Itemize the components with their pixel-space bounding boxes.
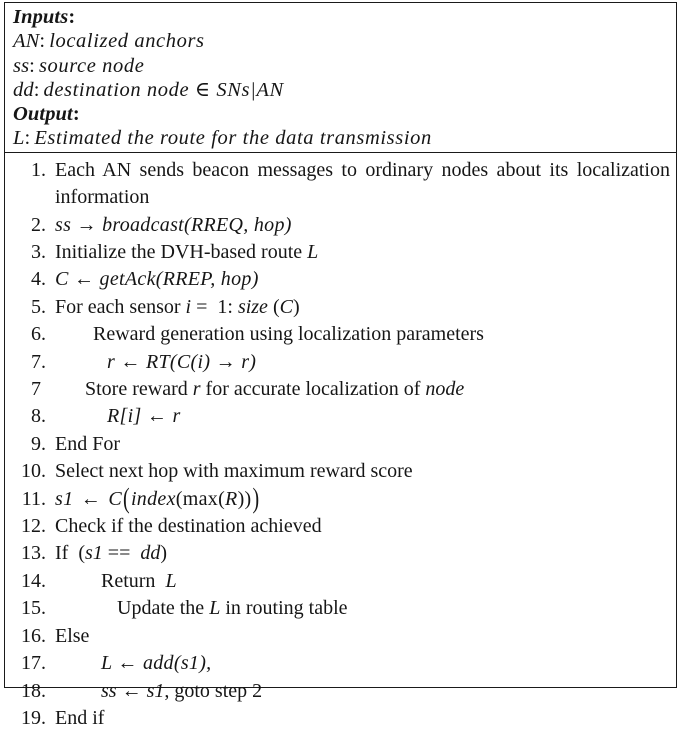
input-an-desc: localized anchors bbox=[49, 30, 205, 53]
step-row bbox=[11, 212, 670, 239]
step-number: 7. bbox=[31, 350, 46, 373]
inputs-label: Inputs bbox=[13, 6, 69, 28]
step-text: Store reward r for accurate localization of node bbox=[85, 378, 465, 401]
variable-ss: ss bbox=[101, 679, 117, 702]
paren-open: ( bbox=[78, 542, 85, 565]
step-row bbox=[11, 482, 670, 515]
step-row bbox=[11, 157, 670, 212]
step-number: 17. bbox=[21, 652, 46, 675]
step-number: 16. bbox=[21, 624, 46, 647]
reward-array-r: R bbox=[225, 487, 238, 510]
step-row bbox=[11, 376, 670, 403]
step-number: 11. bbox=[21, 487, 46, 510]
input-dd-desc: destination node bbox=[43, 78, 190, 101]
equality-operator: == bbox=[107, 542, 131, 565]
step-text: C ← getAck(RREP, hop) bbox=[55, 268, 259, 291]
loop-start: 1 bbox=[217, 295, 228, 318]
algorithm-steps bbox=[5, 153, 676, 734]
step-text: For each sensor i = 1: size (C) bbox=[55, 295, 300, 318]
input-ss-var: ss bbox=[13, 54, 30, 77]
loop-bound: ( bbox=[272, 295, 280, 318]
step-row bbox=[11, 431, 670, 458]
loop-variable: i bbox=[185, 295, 192, 318]
step-number: 5. bbox=[31, 295, 46, 318]
input-dd-set-expression: ∈ SNs|AN bbox=[189, 78, 284, 101]
step-number: 6. bbox=[31, 323, 46, 346]
index-function: index bbox=[130, 487, 176, 510]
input-an-var: AN bbox=[13, 30, 40, 53]
step-row bbox=[11, 678, 670, 705]
algorithm-box bbox=[4, 2, 677, 729]
step-number: 1. bbox=[31, 158, 46, 181]
step-number: 15. bbox=[21, 597, 46, 620]
paren-close: ) bbox=[160, 542, 168, 565]
step-text: L ← add(s1), bbox=[101, 652, 212, 675]
variable-l: L bbox=[307, 241, 319, 263]
inputs-heading bbox=[13, 5, 676, 29]
step-number: 4. bbox=[31, 268, 46, 291]
input-an-sep: : bbox=[39, 30, 46, 53]
assign-arrow-icon: ← bbox=[80, 487, 102, 510]
input-an bbox=[13, 29, 676, 53]
input-ss bbox=[13, 54, 676, 78]
step-text: Initialize the DVH-based route L bbox=[55, 241, 319, 263]
step-text: Select next hop with maximum reward score bbox=[55, 460, 413, 483]
step-number: 8. bbox=[31, 405, 46, 428]
step-text bbox=[55, 482, 670, 515]
variable-dd: dd bbox=[140, 542, 161, 565]
variable-s1: s1 bbox=[85, 542, 103, 565]
step-text: Update the L in routing table bbox=[117, 597, 348, 620]
step-row bbox=[11, 540, 670, 567]
paren-close: ) bbox=[244, 487, 252, 510]
max-function: max bbox=[182, 487, 219, 510]
variable-s1: s1 bbox=[55, 487, 74, 510]
step-number: 13. bbox=[21, 542, 46, 565]
assign-arrow-icon: ← bbox=[121, 679, 142, 702]
step-text: Else bbox=[55, 624, 90, 647]
step-row bbox=[11, 568, 670, 595]
paren-close: ) bbox=[292, 295, 300, 318]
paren-close-inner: ) bbox=[237, 487, 245, 510]
step-number: 14. bbox=[21, 569, 46, 592]
step-text: Reward generation using localization parameters bbox=[93, 323, 484, 346]
step-text: If (s1 == dd) bbox=[55, 542, 168, 565]
step-row bbox=[11, 239, 670, 266]
big-paren-open: ( bbox=[122, 482, 130, 515]
output-l-var: L bbox=[13, 127, 25, 150]
step-row bbox=[11, 321, 670, 348]
output-l-sep: : bbox=[24, 127, 31, 150]
variable-node: node bbox=[425, 378, 465, 401]
input-dd bbox=[13, 78, 676, 102]
set-c: C bbox=[279, 295, 293, 318]
variable-l: L bbox=[209, 597, 221, 620]
step-number: 3. bbox=[31, 241, 46, 263]
output-l-desc: Estimated the route for the data transmission bbox=[34, 127, 432, 150]
big-paren-close: ) bbox=[252, 482, 260, 515]
step-number: 12. bbox=[21, 515, 46, 538]
step-text: End if bbox=[55, 706, 105, 729]
step-number: 2. bbox=[31, 213, 46, 236]
step-row bbox=[11, 705, 670, 732]
step-text: R[i] ← r bbox=[107, 405, 181, 428]
goto-clause: , goto step 2 bbox=[164, 679, 263, 702]
variable-l: L bbox=[165, 569, 177, 592]
step-number: 7 bbox=[31, 378, 41, 401]
input-dd-sep: : bbox=[33, 78, 40, 101]
step-row bbox=[11, 294, 670, 321]
set-c: C bbox=[108, 487, 122, 510]
step-text bbox=[55, 678, 670, 705]
input-ss-sep: : bbox=[29, 54, 35, 77]
input-ss-desc: source node bbox=[38, 54, 145, 77]
paren-open-inner: ( bbox=[218, 487, 226, 510]
output-label: Output bbox=[13, 103, 73, 126]
step-text: Each AN sends beacon messages to ordinary nodes about its localization information bbox=[55, 158, 670, 209]
step-text: ss → broadcast(RREQ, hop) bbox=[55, 213, 292, 236]
output-heading bbox=[13, 102, 676, 126]
step-text: Return L bbox=[101, 569, 177, 592]
variable-s1: s1 bbox=[146, 679, 165, 702]
paren-open: ( bbox=[175, 487, 183, 510]
inputs-colon: : bbox=[68, 6, 76, 28]
step-row bbox=[11, 595, 670, 622]
step-number: 18. bbox=[21, 679, 46, 702]
output-l bbox=[13, 126, 676, 150]
output-colon: : bbox=[72, 103, 80, 126]
step-row bbox=[11, 349, 670, 376]
variable-r: r bbox=[192, 378, 201, 401]
step-row bbox=[11, 623, 670, 650]
step-row bbox=[11, 266, 670, 293]
range-colon: : bbox=[227, 295, 233, 318]
step-text: End For bbox=[55, 432, 120, 455]
algorithm-header bbox=[5, 3, 676, 153]
step-text: Check if the destination achieved bbox=[55, 515, 322, 538]
step-row bbox=[11, 513, 670, 540]
step-row bbox=[11, 650, 670, 677]
step-number: 9. bbox=[31, 432, 46, 455]
step-number: 19. bbox=[21, 706, 46, 729]
step-number: 10. bbox=[21, 460, 46, 483]
step-row bbox=[11, 403, 670, 430]
size-function: size bbox=[237, 295, 268, 318]
step-text: r ← RT(C(i) → r) bbox=[107, 350, 257, 373]
equals-operator: = bbox=[196, 295, 208, 318]
input-dd-var: dd bbox=[13, 78, 34, 101]
step-row bbox=[11, 458, 670, 485]
